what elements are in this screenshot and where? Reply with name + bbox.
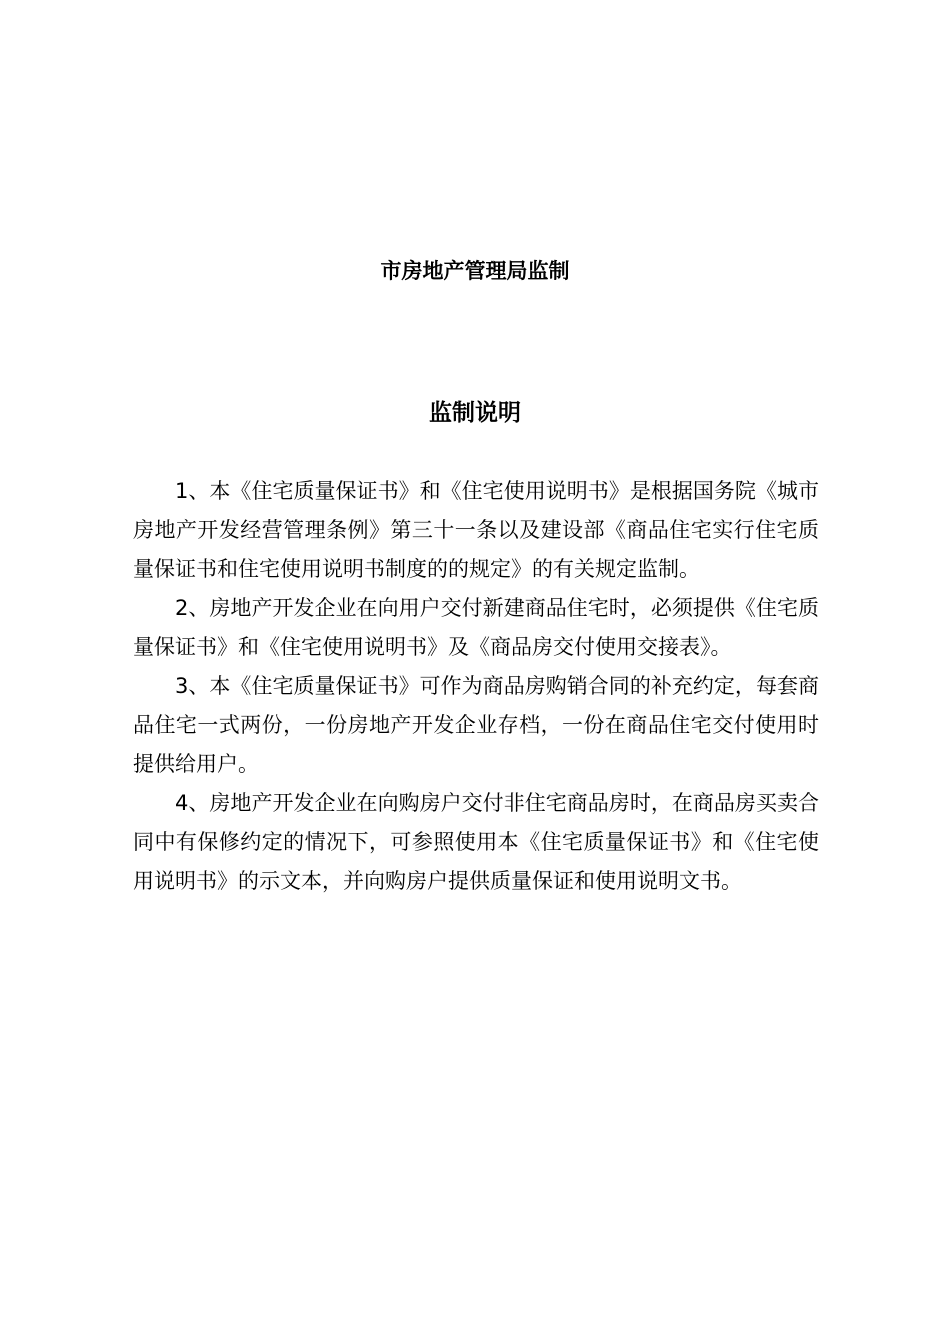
instruction-paragraph-1: 1、本《住宅质量保证书》和《住宅使用说明书》是根据国务院《城市房地产开发经营管理条例》第三十一条以及建设部《商品住宅实行住宅质量保证书和住宅使用说明书制度的的规定》的有关规定监制。 <box>133 479 819 581</box>
instruction-paragraph-3: 3、本《住宅质量保证书》可作为商品房购销合同的补充约定，每套商品住宅一式两份，一份房地产开发企业存档，一份在商品住宅交付使用时提供给用户。 <box>133 674 819 776</box>
section-title: 监制说明 <box>429 400 521 426</box>
issuing-authority: 市房地产管理局监制 <box>380 259 570 283</box>
instructions-body <box>133 472 819 901</box>
instruction-paragraph-2: 2、房地产开发企业在向用户交付新建商品住宅时，必须提供《住宅质量保证书》和《住宅使用说明书》及《商品房交付使用交接表》。 <box>133 596 819 659</box>
instruction-paragraph-4: 4、房地产开发企业在向购房户交付非住宅商品房时，在商品房买卖合同中有保修约定的情况下，可参照使用本《住宅质量保证书》和《住宅使用说明书》的示文本，并向购房户提供质量保证和使用说明文书。 <box>133 791 819 893</box>
